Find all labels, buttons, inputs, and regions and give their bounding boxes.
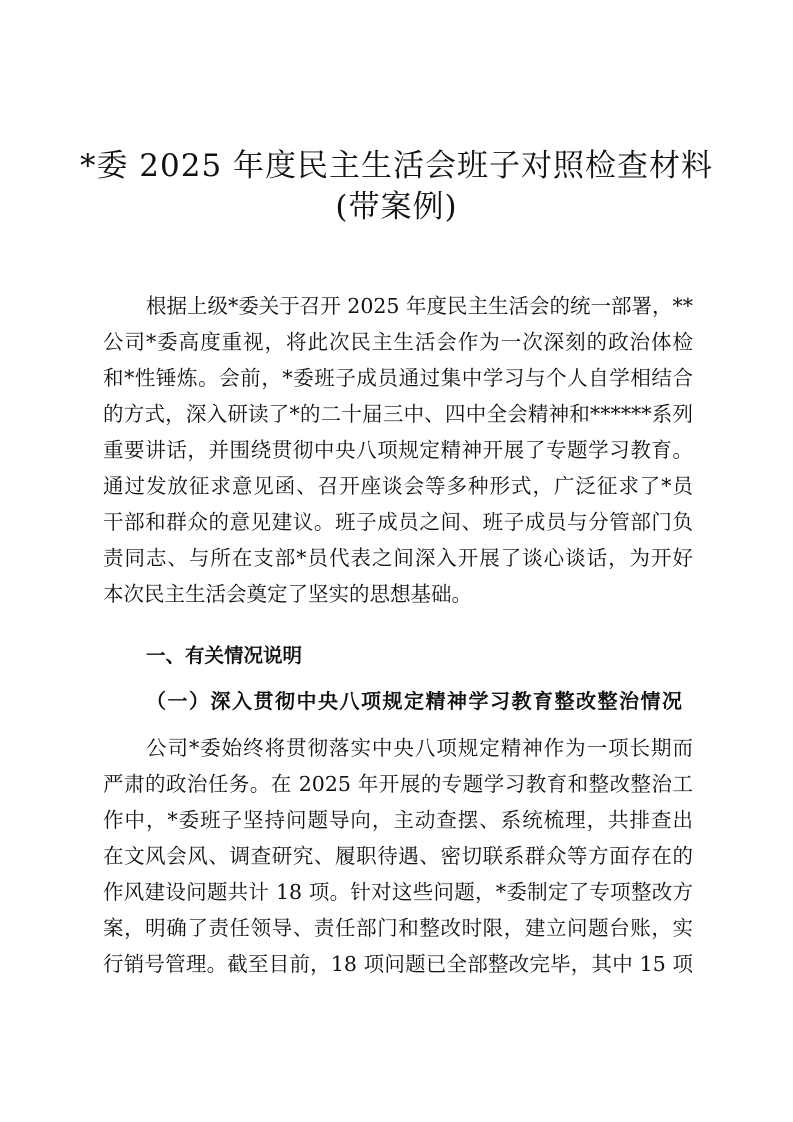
intro-paragraph-line: 公司*委高度重视，将此次民主生活会作为一次深刻的政治体检 [103, 330, 693, 354]
subsection-heading: （一）深入贯彻中央八项规定精神学习教育整改整治情况 [146, 689, 684, 713]
intro-paragraph-line: 干部和群众的意见建议。班子成员之间、班子成员与分管部门负 [103, 510, 693, 534]
intro-paragraph-line: 重要讲话，并围绕贯彻中央八项规定精神开展了专题学习教育。 [103, 438, 693, 462]
intro-paragraph-line: 的方式，深入研读了*的二十届三中、四中全会精神和******系列 [103, 402, 693, 426]
section-paragraph-line: 案，明确了责任领导、责任部门和整改时限，建立问题台账，实 [103, 916, 693, 940]
section-paragraph-line: 严肃的政治任务。在 2025 年开展的专题学习教育和整改整治工 [103, 772, 693, 796]
document-title-line-1: *委 2025 年度民主生活会班子对照检查材料 [79, 148, 714, 184]
intro-paragraph-line: 根据上级*委关于召开 2025 年度民主生活会的统一部署，** [146, 294, 693, 318]
intro-paragraph-line: 责同志、与所在支部*员代表之间深入开展了谈心谈话，为开好 [103, 546, 693, 570]
section-paragraph-line: 作风建设问题共计 18 项。针对这些问题，*委制定了专项整改方 [103, 880, 693, 904]
section-paragraph-line: 作中，*委班子坚持问题导向，主动查摆、系统梳理，共排查出 [103, 808, 693, 832]
intro-paragraph-line: 本次民主生活会奠定了坚实的思想基础。 [103, 582, 472, 606]
intro-paragraph-line: 通过发放征求意见函、召开座谈会等多种形式，广泛征求了*员 [103, 474, 693, 498]
section-paragraph-line: 在文风会风、调查研究、履职待遇、密切联系群众等方面存在的 [103, 844, 693, 868]
section-heading: 一、有关情况说明 [146, 644, 303, 667]
intro-paragraph-line: 和*性锤炼。会前，*委班子成员通过集中学习与个人自学相结合 [103, 366, 693, 390]
document-title-line-2: (带案例) [335, 189, 458, 225]
section-paragraph-line: 行销号管理。截至目前，18 项问题已全部整改完毕，其中 15 项 [103, 952, 693, 976]
section-paragraph-line: 公司*委始终将贯彻落实中央八项规定精神作为一项长期而 [146, 736, 693, 760]
